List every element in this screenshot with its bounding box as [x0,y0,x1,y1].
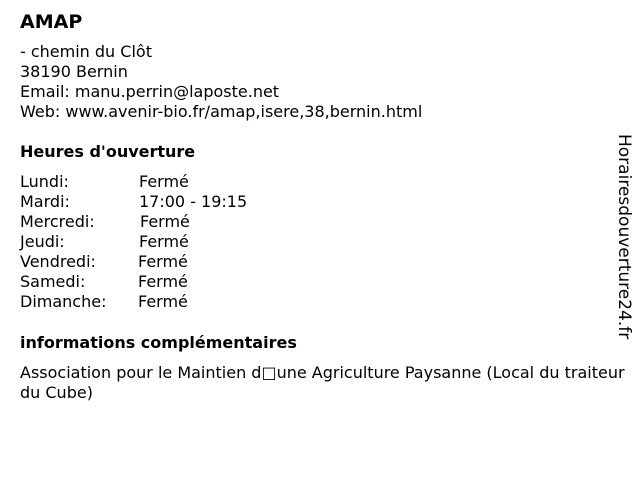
address-city: 38190 Bernin [20,62,128,81]
hours-row-vendredi [20,252,632,272]
hours-value: Fermé [139,172,189,191]
hours-table [20,172,632,312]
hours-row-dimanche [20,292,632,312]
hours-row-mercredi [20,212,632,232]
site-watermark: Horairesdouverture24.fr [614,134,634,340]
hours-row-lundi [20,172,632,192]
hours-value: Fermé [140,212,190,231]
day-label: Vendredi: [20,252,96,271]
address-street: - chemin du Clôt [20,42,152,61]
web-line: Web: www.avenir-bio.fr/amap,isere,38,bernin.html [20,102,423,121]
day-label: Dimanche: [20,292,107,311]
day-label: Samedi: [20,272,86,291]
business-card [20,10,632,403]
business-name: AMAP [20,11,83,33]
hours-value: Fermé [138,272,188,291]
info-text: Association pour le Maintien d□une Agriculture Paysanne (Local du traiteur du Cube) [20,363,625,402]
hours-value: Fermé [139,232,189,251]
day-label: Mardi: [20,192,70,211]
hours-value: Fermé [138,292,188,311]
hours-value: Fermé [138,252,188,271]
day-label: Jeudi: [20,232,65,251]
day-label: Mercredi: [20,212,95,231]
hours-value: 17:00 - 19:15 [139,192,248,211]
info-heading: informations complémentaires [20,333,297,352]
hours-row-jeudi [20,232,632,252]
hours-row-samedi [20,272,632,292]
hours-row-mardi [20,192,632,212]
hours-heading: Heures d'ouverture [20,142,196,161]
email-line: Email: manu.perrin@laposte.net [20,82,280,101]
day-label: Lundi: [20,172,69,191]
